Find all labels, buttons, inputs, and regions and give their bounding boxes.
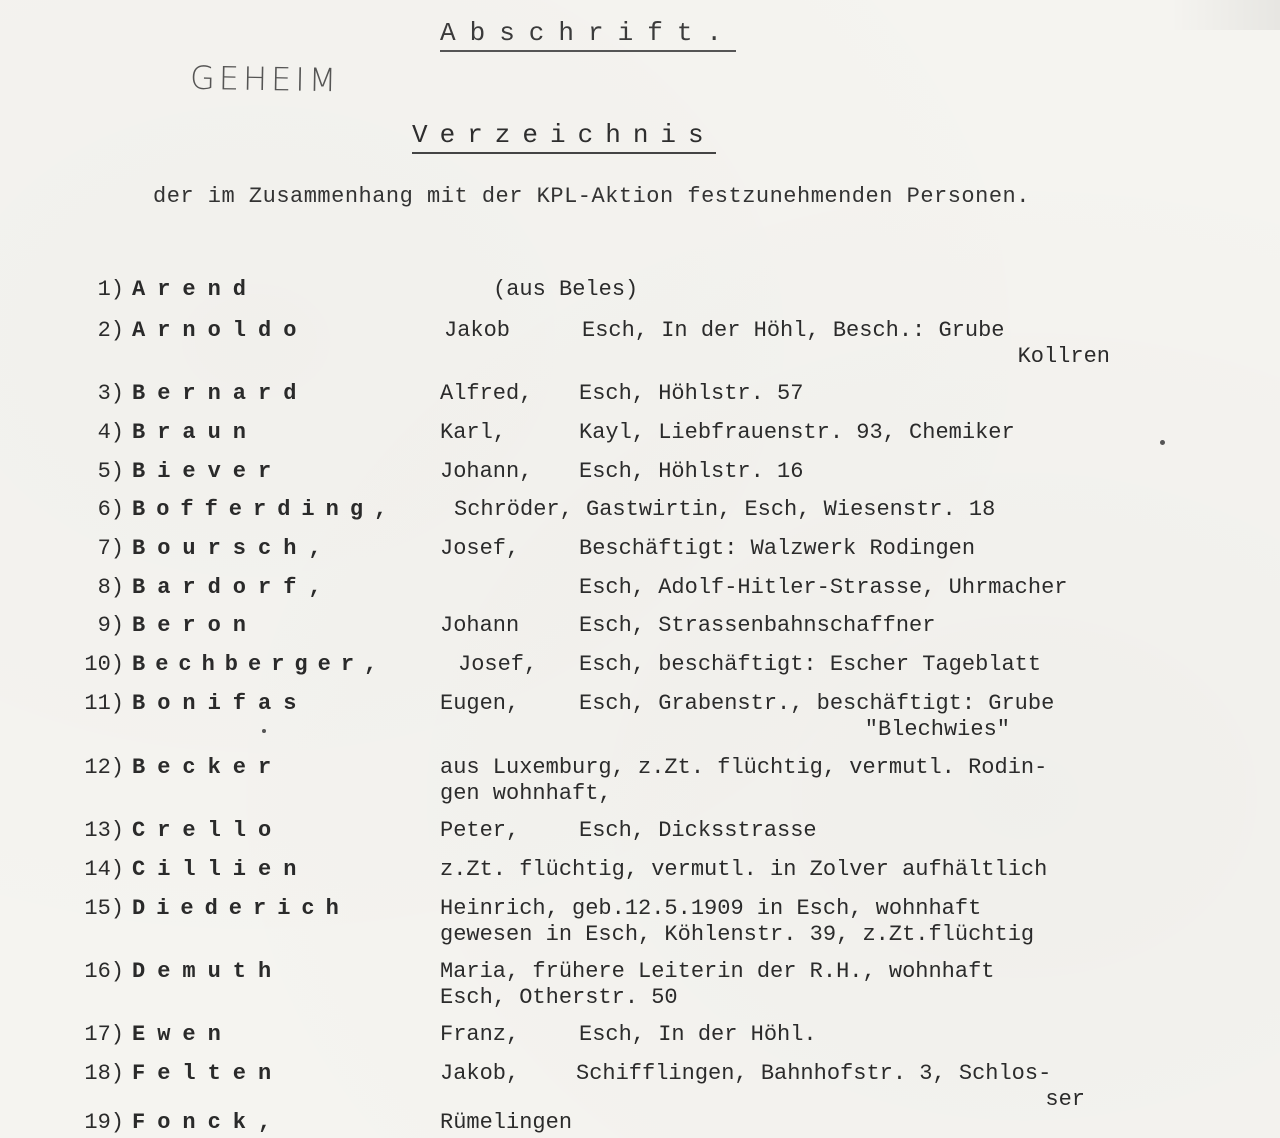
entry-details-continued: ser — [1045, 1087, 1085, 1112]
entry-surname: Becker — [132, 755, 284, 780]
entry-number: 13) — [84, 818, 124, 843]
entry-firstname: Eugen, — [440, 691, 520, 716]
entry-number: 6) — [97, 497, 124, 522]
entry-details-continued: "Blechwies" — [864, 717, 1010, 742]
ink-speck — [262, 729, 266, 733]
entry-number: 8) — [97, 575, 124, 600]
entry-firstname: Jakob, — [440, 1061, 520, 1086]
entry-firstname: Jakob — [444, 318, 511, 343]
entry-details: Esch, Höhlstr. 57 — [579, 381, 804, 406]
entry-details: Esch, Strassenbahnschaffner — [579, 613, 936, 638]
entry-details: Esch, beschäftigt: Escher Tageblatt — [579, 652, 1042, 677]
entry-details: Schröder, Gastwirtin, Esch, Wiesenstr. 18 — [454, 497, 996, 522]
document-subtitle: der im Zusammenhang mit der KPL-Aktion festzunehmenden Personen. — [153, 184, 1030, 209]
entry-firstname: Rümelingen — [440, 1110, 573, 1135]
entry-firstname: Peter, — [440, 818, 520, 843]
entry-details: Maria, frühere Leiterin der R.H., wohnhaft — [440, 959, 995, 984]
entry-details-continued: Kollren — [1017, 344, 1110, 369]
entry-number: 12) — [84, 755, 124, 780]
entry-number: 1) — [97, 277, 124, 302]
entry-surname: Biever — [132, 459, 284, 484]
scan-shadow — [1170, 0, 1280, 30]
entry-details: Esch, Dicksstrasse — [579, 818, 817, 843]
entry-number: 19) — [84, 1110, 124, 1135]
entry-details: Heinrich, geb.12.5.1909 in Esch, wohnhaft — [440, 896, 982, 921]
entry-surname: Demuth — [132, 959, 284, 984]
entry-details: Esch, In der Höhl, Besch.: Grube — [582, 318, 1005, 343]
entry-surname: Arend — [132, 277, 259, 302]
entry-details-continued: Esch, Otherstr. 50 — [440, 985, 678, 1010]
entry-details: aus Luxemburg, z.Zt. flüchtig, vermutl. Rodin- — [440, 755, 1048, 780]
entry-firstname: Johann, — [440, 459, 533, 484]
entry-surname: Ewen — [132, 1022, 233, 1047]
entry-firstname: Johann — [440, 613, 520, 638]
entry-number: 15) — [84, 896, 124, 921]
entry-details-continued: gen wohnhaft, — [440, 781, 612, 806]
secret-stamp: GEHEIM — [189, 58, 341, 100]
entry-number: 17) — [84, 1022, 124, 1047]
entry-number: 4) — [97, 420, 124, 445]
entry-firstname: Josef, — [440, 536, 520, 561]
entry-details: Esch, Grabenstr., beschäftigt: Grube — [579, 691, 1055, 716]
entry-surname: Bardorf, — [132, 575, 334, 600]
entry-number: 3) — [97, 381, 124, 406]
entry-surname: Bofferding, — [132, 497, 399, 522]
entry-surname: Beron — [132, 613, 259, 638]
entry-details-continued: gewesen in Esch, Köhlenstr. 39, z.Zt.flüchtig — [440, 922, 1035, 947]
entry-number: 2) — [97, 318, 124, 343]
ink-speck — [1160, 440, 1165, 445]
entry-number: 18) — [84, 1061, 124, 1086]
entry-surname: Fonck, — [132, 1110, 284, 1135]
entry-surname: Diederich — [132, 896, 350, 921]
entry-surname: Bernard — [132, 381, 309, 406]
entry-details: Kayl, Liebfrauenstr. 93, Chemiker — [579, 420, 1015, 445]
entry-details: Esch, In der Höhl. — [579, 1022, 817, 1047]
entry-details: Esch, Höhlstr. 16 — [579, 459, 804, 484]
entry-firstname: (aus Beles) — [493, 277, 639, 302]
entry-number: 7) — [97, 536, 124, 561]
entry-number: 5) — [97, 459, 124, 484]
entry-number: 16) — [84, 959, 124, 984]
document-title: Verzeichnis — [412, 120, 716, 154]
entry-details: Esch, Adolf-Hitler-Strasse, Uhrmacher — [579, 575, 1068, 600]
entry-details: Beschäftigt: Walzwerk Rodingen — [579, 536, 976, 561]
copy-label: Abschrift. — [440, 18, 736, 52]
entry-details: z.Zt. flüchtig, vermutl. in Zolver aufhältlich — [440, 857, 1048, 882]
entry-number: 10) — [84, 652, 124, 677]
entry-surname: Bonifas — [132, 691, 309, 716]
entry-surname: Bechberger, — [132, 652, 388, 677]
entry-surname: Braun — [132, 420, 259, 445]
entry-surname: Crello — [132, 818, 284, 843]
entry-firstname: Alfred, — [440, 381, 533, 406]
entry-number: 9) — [97, 613, 124, 638]
entry-surname: Arnoldo — [132, 318, 309, 343]
entry-firstname: Josef, — [458, 652, 538, 677]
entry-firstname: Karl, — [440, 420, 507, 445]
entry-surname: Felten — [132, 1061, 284, 1086]
entry-number: 11) — [84, 691, 124, 716]
entry-surname: Cillien — [132, 857, 309, 882]
entry-details: Schifflingen, Bahnhofstr. 3, Schlos- — [576, 1061, 1052, 1086]
entry-number: 14) — [84, 857, 124, 882]
entry-surname: Boursch, — [132, 536, 334, 561]
entry-firstname: Franz, — [440, 1022, 520, 1047]
